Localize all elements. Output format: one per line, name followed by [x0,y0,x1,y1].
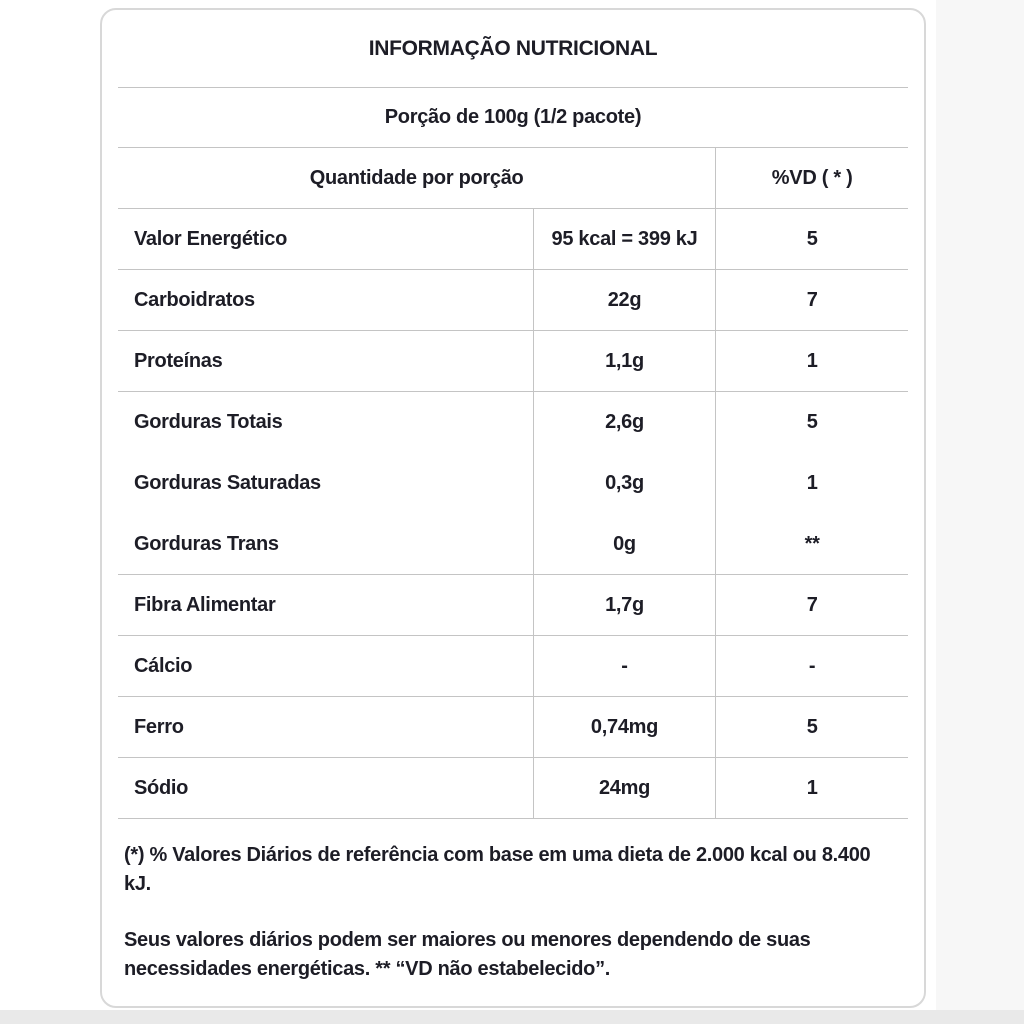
nutrient-name: Gorduras Trans [134,532,279,555]
nutrient-name: Carboidratos [134,288,255,311]
nutrient-daily-value: - [715,636,908,696]
nutrient-name: Ferro [134,715,184,738]
header-daily-value-percent: %VD ( * ) [715,148,908,208]
nutrient-daily-value: 1 [715,453,908,514]
table-row [118,575,908,636]
nutrient-quantity: 1,7g [533,575,715,635]
nutrient-daily-value: 7 [715,575,908,635]
nutrient-daily-value: 5 [715,209,908,269]
nutrient-daily-value: 7 [715,270,908,330]
nutrient-quantity: 22g [533,270,715,330]
nutrient-name: Fibra Alimentar [134,593,276,616]
nutrient-quantity: 0g [533,514,715,574]
table-row [118,697,908,758]
table-row [118,331,908,392]
nutrient-name: Gorduras Saturadas [134,472,321,494]
table-row [118,636,908,697]
serving-size-text: Porção de 100g (1/2 pacote) [118,88,908,148]
footnote-daily-values-reference: (*) % Valores Diários de referência com base em uma dieta de 2.000 kcal ou 8.400 kJ. [124,844,871,895]
table-header-row [118,148,908,209]
nutrient-daily-value: 5 [715,392,908,453]
table-row [118,270,908,331]
nutrient-name: Sódio [134,776,189,799]
nutrient-daily-value: 1 [715,331,908,391]
footnote-vd-not-established: Seus valores diários podem ser maiores ou menores dependendo de suas necessidades energéticas. ** “VD não estabelecido”. [124,929,811,980]
table-row [118,514,908,575]
nutrient-daily-value: 5 [715,697,908,757]
nutrient-quantity: 95 kcal = 399 kJ [533,209,715,269]
table-row [118,453,908,514]
nutrient-quantity: 24mg [533,758,715,818]
footnotes-section [118,819,908,984]
nutrient-quantity: - [533,636,715,696]
nutrition-label-card [100,8,926,1008]
nutrient-name: Cálcio [134,654,193,677]
nutrient-name: Valor Energético [134,227,288,250]
table-row [118,758,908,819]
nutrient-quantity: 0,74mg [533,697,715,757]
nutrient-daily-value: 1 [715,758,908,818]
page-bottom-strip [0,1010,1024,1024]
nutrient-quantity: 1,1g [533,331,715,391]
nutrient-quantity: 2,6g [533,392,715,453]
nutrient-name: Proteínas [134,349,223,372]
nutrient-rows-container [118,209,908,819]
nutrient-quantity: 0,3g [533,453,715,514]
nutrient-daily-value: ** [715,514,908,574]
header-quantity-per-serving: Quantidade por porção [309,166,524,189]
table-row [118,209,908,270]
label-title: INFORMAÇÃO NUTRICIONAL [118,10,908,88]
table-row [118,392,908,453]
page-right-strip [936,0,1024,1024]
nutrient-name: Gorduras Totais [134,411,283,433]
